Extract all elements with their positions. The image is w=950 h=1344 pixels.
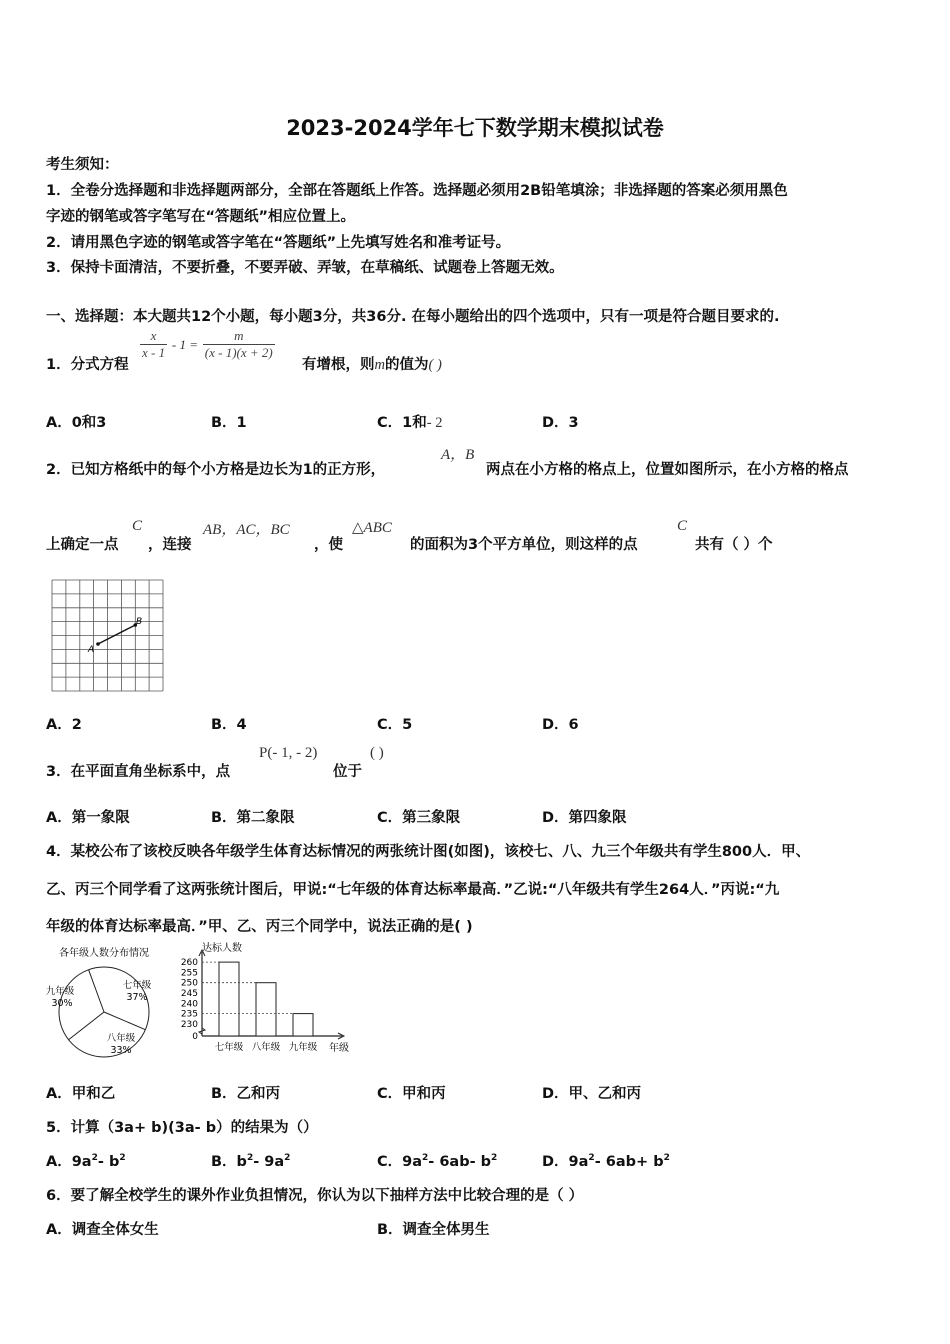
q2-ab: A，B (441, 447, 475, 463)
q1-var: m (374, 357, 385, 373)
q5-option-d[interactable]: D．$9a^2-$ $6ab+ b^2$ (542, 1153, 670, 1170)
q1-equation (140, 328, 275, 361)
q1-prefix: 1．分式方程 (46, 357, 129, 373)
q3-prefix: 3．在平面直角坐标系中，点 (46, 764, 231, 780)
pie-label-grade8: 八年级 (106, 1033, 136, 1044)
q4-line: 4．某校公布了该校反映各年级学生体育达标情况的两张统计图(如图)，该校七、八、九三个年级共有学生800人．甲、 (46, 844, 811, 860)
label-a: A (88, 645, 95, 655)
q2-option-b[interactable]: B．4 (211, 717, 247, 733)
pie-title: 各年级人数分布情况 (59, 948, 149, 959)
bar-0 (219, 962, 239, 1036)
pie-slice-boundary-2 (69, 1012, 104, 1040)
q2-line2-d: 的面积为3个平方单位，则这样的点 (410, 537, 638, 553)
bar-ytick-label: 0 (192, 1032, 198, 1042)
bar-ytick-label: 255 (180, 968, 198, 979)
q1-option-d[interactable]: D．3 (542, 415, 579, 431)
q5-option-b[interactable]: B．$b^2-$ $9a^2$ (211, 1153, 291, 1170)
pie-label-grade9: 九年级 (45, 986, 75, 997)
q2-line2-b: ，连接 (148, 537, 192, 553)
bar-ytick-label: 260 (180, 958, 198, 969)
bar-ytick-label: 235 (180, 1009, 198, 1020)
q4-option-d[interactable]: D．甲、乙和丙 (542, 1086, 642, 1102)
q3-option-c[interactable]: C．第三象限 (377, 810, 461, 826)
bar-ytick-label: 250 (180, 978, 198, 989)
q3-option-d[interactable]: D．第四象限 (542, 810, 627, 826)
q2-option-d[interactable]: D．6 (542, 717, 579, 733)
label-b: B (136, 617, 143, 627)
page-title: 2023-2024学年七下数学期末模拟试卷 (286, 116, 664, 140)
bar-ytick-label: 245 (180, 989, 198, 999)
q4-line: 年级的体育达标率最高．”甲、乙、丙三个同学中，说法正确的是( ) (46, 919, 473, 935)
pie-slice-boundary-0 (89, 970, 104, 1012)
q1-option-b[interactable]: B．1 (211, 415, 247, 431)
q1-suffix2: 的值为 (384, 357, 429, 373)
q1-suffix: 有增根，则 (302, 357, 375, 373)
q4-option-a[interactable]: A．甲和乙 (46, 1086, 116, 1102)
notice-heading: 考生须知： (46, 157, 119, 173)
pie-label-grade7: 七年级 (122, 980, 152, 991)
q3-suffix: 位于 (333, 764, 362, 780)
bar-xlabel: 年级 (329, 1043, 349, 1054)
bar-ytick-label: 230 (180, 1019, 198, 1030)
q5-option-a[interactable]: A．$9a^2-$ $b^2$ (46, 1153, 126, 1170)
notice-item: 1．全卷分选择题和非选择题两部分，全部在答题纸上作答。选择题必须用2B铅笔填涂；非选择题的答案必须用黑色 (46, 183, 788, 199)
segment-ab (98, 625, 135, 644)
q2-option-c[interactable]: C．5 (377, 717, 413, 733)
q1-paren: ( ) (428, 357, 442, 373)
bar-ylabel: 达标人数 (202, 943, 242, 954)
q1-mid: - 1 = (171, 337, 198, 352)
q4-option-c[interactable]: C．甲和丙 (377, 1086, 446, 1102)
q2-line1-suffix: 两点在小方格的格点上，位置如图所示，在小方格的格点 (486, 462, 849, 478)
q6-prefix: 6．要了解全校学生的课外作业负担情况，你认为以下抽样方法中比较合理的是（ ） (46, 1188, 584, 1204)
point-a (96, 642, 100, 646)
q4-option-b[interactable]: B．乙和丙 (211, 1086, 281, 1102)
bar-2 (293, 1014, 313, 1036)
pie-chart (40, 940, 168, 1072)
q2-line1-prefix: 2．已知方格纸中的每个小方格是边长为1的正方形， (46, 462, 386, 478)
q1-fraction-left: $\frac{x}{x - 1}$ (142, 328, 166, 360)
bar-category-label: 八年级 (251, 1042, 281, 1053)
bar-chart (172, 938, 358, 1058)
q2-point-c2: C (677, 518, 688, 534)
q2-line2-a: 上确定一点 (46, 537, 119, 553)
notice-item: 字迹的钢笔或答字笔写在“答题纸”相应位置上。 (46, 209, 356, 225)
q5-option-c[interactable]: C．$9a^2-$ 6ab- $b^2$ (377, 1153, 498, 1170)
q3-option-b[interactable]: B．第二象限 (211, 810, 295, 826)
bar-1 (256, 983, 276, 1036)
bar-category-label: 九年级 (288, 1042, 318, 1053)
q2-triangle: △ABC (352, 520, 392, 536)
q6-option-a[interactable]: A．调查全体女生 (46, 1222, 159, 1238)
pie-value-grade8: 33% (110, 1045, 132, 1056)
section-heading: 一、选择题：本大题共12个小题，每小题3分，共36分. 在每小题给出的四个选项中，只有一项是符合题目要求的. (46, 309, 780, 325)
q1-option-a[interactable]: A．0和3 (46, 415, 107, 431)
notice-item: 2．请用黑色字迹的钢笔或答字笔在“答题纸”上先填写姓名和准考证号。 (46, 235, 511, 251)
q2-point-c: C (132, 518, 143, 534)
q2-grid-figure (50, 578, 168, 696)
q1-fraction-right: $\frac{m}{(x - 1)(x + 2)}$ (204, 328, 273, 360)
q6-option-b[interactable]: B．调查全体男生 (377, 1222, 490, 1238)
bar-ytick-label: 240 (180, 999, 198, 1010)
bar-category-label: 七年级 (214, 1042, 244, 1053)
q4-line: 乙、丙三个同学看了这两张统计图后，甲说:“七年级的体育达标率最高．”乙说:“八年级共有学生264人．”丙说:“九 (46, 882, 780, 898)
pie-slice-boundary-1 (104, 1012, 145, 1030)
q5-prefix: 5．计算（3a+ b)(3a- b）的结果为（） (46, 1120, 318, 1136)
q1-option-c[interactable]: C．1和- 2 (377, 415, 443, 431)
pie-value-grade9: 30% (51, 998, 73, 1009)
q2-segments: AB，AC，BC (203, 522, 290, 538)
q2-line2-e: 共有（ ）个 (695, 537, 773, 553)
q3-option-a[interactable]: A．第一象限 (46, 810, 130, 826)
q2-option-a[interactable]: A．2 (46, 717, 82, 733)
notice-item: 3．保持卡面清洁，不要折叠，不要弄破、弄皱，在草稿纸、试题卷上答题无效。 (46, 260, 564, 276)
pie-value-grade7: 37% (126, 992, 148, 1003)
q3-paren: ( ) (370, 745, 384, 761)
q3-point: P(- 1, - 2) (259, 745, 318, 761)
q2-line2-c: ，使 (314, 537, 343, 553)
